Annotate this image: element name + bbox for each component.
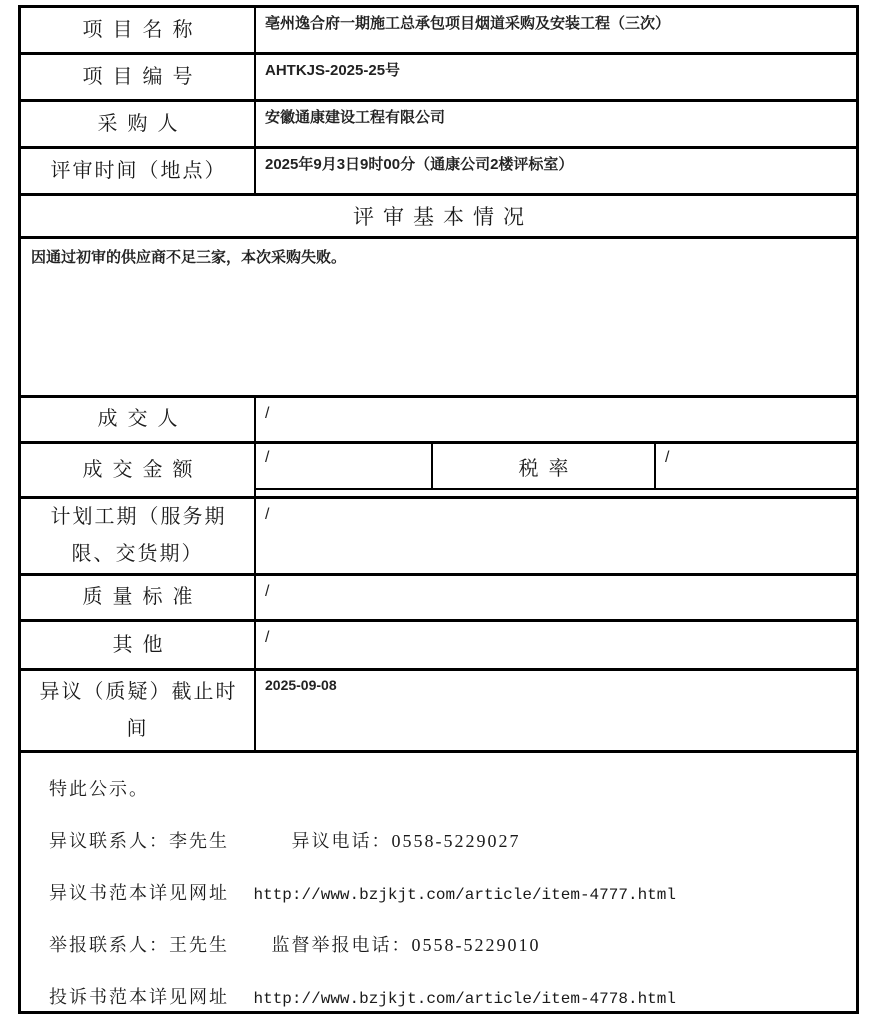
- row-schedule: [21, 499, 856, 576]
- winner-value: /: [265, 405, 270, 422]
- amount-area: [256, 444, 856, 496]
- row-review-note: [21, 239, 856, 398]
- project-name-value: 亳州逸合府一期施工总承包项目烟道采购及安装工程（三次）: [265, 15, 671, 32]
- review-note-text: 因通过初审的供应商不足三家，本次采购失败。: [31, 249, 347, 266]
- objection-template-label: 异议书范本详见网址: [49, 882, 229, 903]
- evaluation-result-table: [18, 5, 859, 1014]
- row-objection-deadline: [21, 671, 856, 753]
- section-header-title: 评审基本情况: [353, 205, 533, 229]
- row-winner: [21, 398, 856, 444]
- project-name-label: 项目名称: [21, 8, 256, 52]
- winner-label: 成交人: [21, 398, 256, 441]
- row-quality-standard: [21, 576, 856, 622]
- row-purchaser: [21, 102, 856, 149]
- footer-block: [21, 753, 856, 1036]
- row-project-number: [21, 55, 856, 102]
- purchaser-label: 采购人: [21, 102, 256, 146]
- row-project-name: [21, 8, 856, 55]
- amount-value: /: [256, 444, 433, 488]
- quality-standard-label: 质量标准: [21, 576, 256, 619]
- schedule-value: /: [265, 506, 270, 523]
- footer-url1-line: [49, 879, 844, 909]
- quality-standard-value: /: [265, 583, 270, 600]
- tax-rate-value: /: [665, 449, 670, 466]
- project-number-label: 项目编号: [21, 55, 256, 99]
- purchaser-value: 安徽通康建设工程有限公司: [265, 109, 446, 126]
- complaint-template-url: http://www.bzjkjt.com/article/item-4778.html: [253, 989, 676, 1008]
- review-time-label: 评审时间（地点）: [21, 149, 256, 193]
- footer-notice: [49, 775, 844, 804]
- other-value: /: [265, 629, 270, 646]
- footer-contact1-line: [49, 827, 844, 856]
- complaint-template-label: 投诉书范本详见网址: [49, 986, 229, 1007]
- amount-subrow: [256, 444, 856, 490]
- footer-url2-line: [49, 983, 844, 1013]
- objection-contact: 异议联系人：李先生: [49, 830, 229, 851]
- objection-template-url: http://www.bzjkjt.com/article/item-4777.html: [253, 885, 676, 904]
- footer-contact2-line: [49, 931, 844, 960]
- row-review-time: [21, 149, 856, 196]
- row-other: [21, 622, 856, 671]
- tax-rate-label: 税率: [433, 444, 656, 488]
- row-footer: [21, 753, 856, 1036]
- amount-label: 成交金额: [21, 444, 256, 496]
- row-section-header: [21, 196, 856, 239]
- objection-deadline-value: 2025-09-08: [265, 677, 337, 693]
- report-phone: 监督举报电话：0558-5229010: [271, 935, 541, 956]
- schedule-label: 计划工期（服务期限、交货期）: [21, 499, 256, 573]
- row-amount: [21, 444, 856, 499]
- other-label: 其他: [21, 622, 256, 668]
- footer-notice-text: 特此公示。: [49, 779, 149, 799]
- objection-phone: 异议电话：0558-5229027: [291, 830, 521, 851]
- report-contact: 举报联系人：王先生: [49, 935, 229, 956]
- objection-deadline-label: 异议（质疑）截止时间: [21, 671, 256, 750]
- review-time-value: 2025年9月3日9时00分（通康公司2楼评标室）: [265, 156, 574, 173]
- project-number-value: AHTKJS-2025-25号: [265, 62, 401, 79]
